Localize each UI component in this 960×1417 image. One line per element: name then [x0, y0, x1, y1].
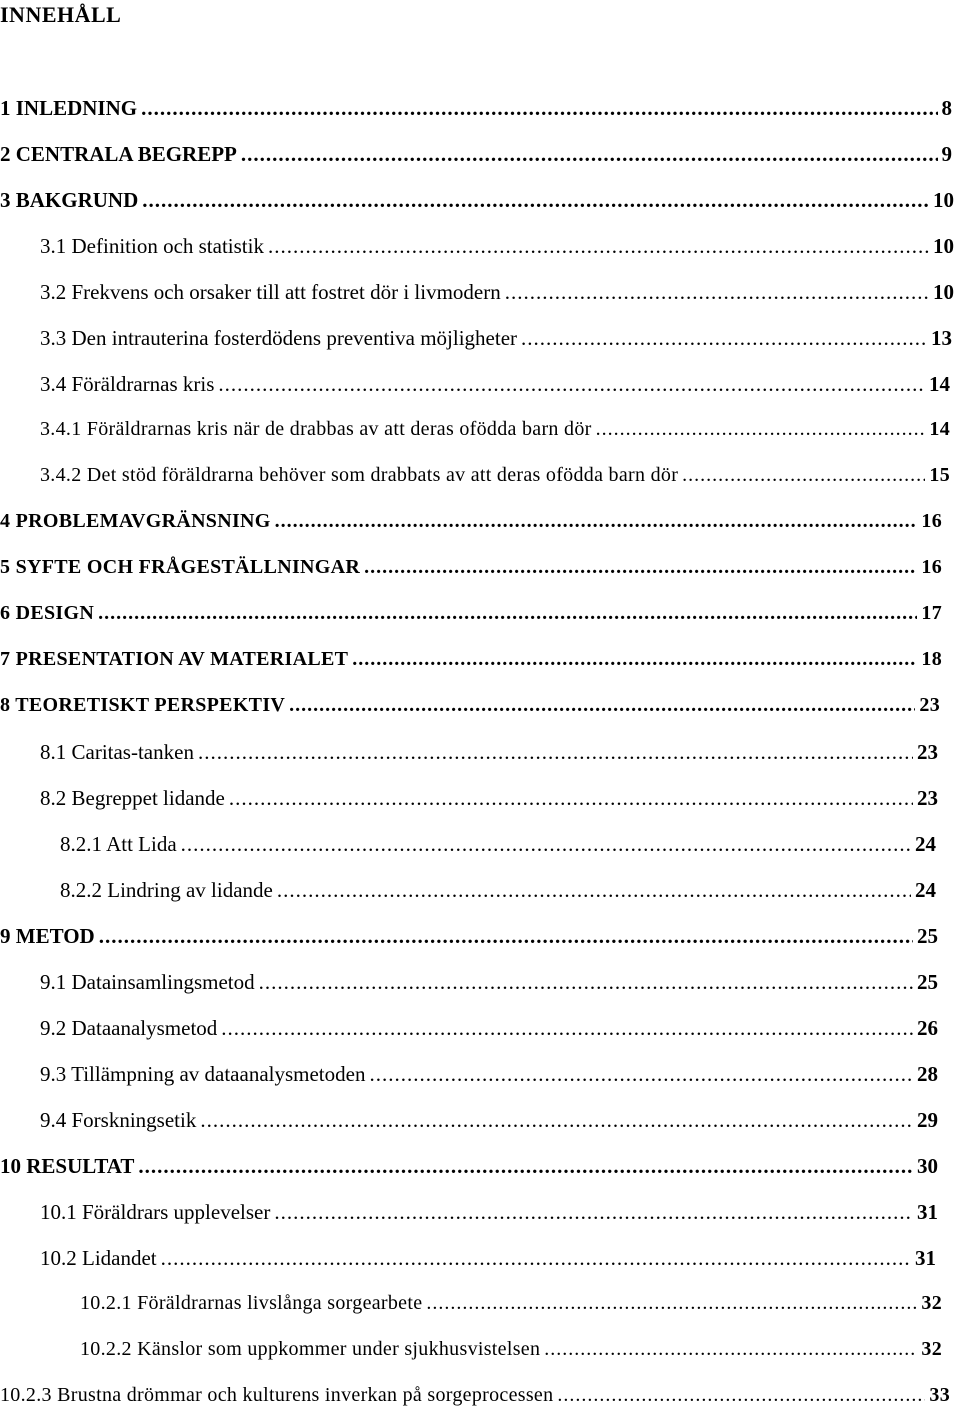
toc-page-number: 24 [915, 832, 936, 856]
toc-dot-leader [181, 832, 911, 857]
toc-page-number: 31 [917, 1200, 938, 1224]
toc-dot-leader [364, 556, 917, 579]
toc-entry-title: 9.3 Tillämpning av dataanalysmetoden [40, 1062, 366, 1086]
toc-entry-title: 3.2 Frekvens och orsaker till att fostret dör i livmodern [40, 280, 501, 304]
toc-entry-title: 8 TEORETISKT PERSPEKTIV [0, 694, 286, 716]
toc-dot-leader [198, 740, 913, 765]
toc-entry-title: 8.2.2 Lindring av lidande [60, 878, 273, 902]
toc-entry-9-1[interactable] [40, 970, 938, 1000]
toc-page-number: 28 [917, 1062, 938, 1086]
toc-page-number: 18 [921, 648, 942, 670]
toc-entry-title: 7 PRESENTATION AV MATERIALET [0, 648, 349, 670]
toc-dot-leader [241, 142, 938, 167]
toc-page-number: 32 [921, 1292, 942, 1314]
toc-entry-8[interactable] [0, 694, 940, 724]
toc-dot-leader [544, 1338, 917, 1361]
toc-entry-10-2-3[interactable] [0, 1384, 950, 1414]
toc-entry-10-2-2[interactable] [80, 1338, 942, 1368]
toc-entry-10[interactable] [0, 1154, 938, 1184]
toc-page-number: 23 [917, 740, 938, 764]
toc-dot-leader [521, 326, 927, 351]
toc-page-number: 8 [941, 96, 952, 120]
toc-entry-3[interactable] [0, 188, 954, 218]
toc-page-number: 14 [929, 372, 950, 396]
toc-entry-8-2[interactable] [40, 786, 938, 816]
toc-entry-title: 8.1 Caritas-tanken [40, 740, 194, 764]
toc-entry-title: 3 BAKGRUND [0, 188, 139, 212]
toc-page-number: 10 [933, 280, 954, 304]
page-title: INNEHÅLL [0, 2, 122, 27]
toc-dot-leader [557, 1384, 925, 1407]
toc-entry-title: 5 SYFTE OCH FRÅGESTÄLLNINGAR [0, 556, 361, 578]
toc-entry-3-4-1[interactable] [40, 418, 950, 448]
toc-entry-10-2[interactable] [40, 1246, 936, 1276]
toc-dot-leader [141, 96, 937, 121]
toc-dot-leader [161, 1246, 911, 1271]
toc-entry-4[interactable] [0, 510, 942, 540]
toc-entry-title: 3.4 Föräldrarnas kris [40, 372, 215, 396]
toc-entry-title: 10 RESULTAT [0, 1154, 135, 1178]
toc-entry-3-4[interactable] [40, 372, 950, 402]
toc-entry-title: 3.1 Definition och statistik [40, 234, 264, 258]
toc-entry-10-2-1[interactable] [80, 1292, 942, 1322]
toc-page-number: 15 [929, 464, 950, 486]
toc-entry-title: 6 DESIGN [0, 602, 95, 624]
toc-dot-leader [274, 1200, 913, 1225]
toc-entry-title: 3.4.2 Det stöd föräldrarna behöver som drabbats av att deras ofödda barn dör [40, 464, 679, 486]
toc-dot-leader [275, 510, 918, 533]
toc-dot-leader [259, 970, 913, 995]
toc-page-number: 9 [941, 142, 952, 166]
toc-entry-9-4[interactable] [40, 1108, 938, 1138]
toc-dot-leader [682, 464, 925, 487]
toc-page-number: 23 [917, 786, 938, 810]
toc-page-number: 16 [921, 556, 942, 578]
toc-entry-8-1[interactable] [40, 740, 938, 770]
toc-entry-5[interactable] [0, 556, 942, 586]
toc-entry-title: 10.2.2 Känslor som uppkommer under sjukhusvistelsen [80, 1338, 541, 1360]
toc-page-number: 24 [915, 878, 936, 902]
toc-entry-title: 9.4 Forskningsetik [40, 1108, 197, 1132]
toc-entry-3-3[interactable] [40, 326, 952, 356]
toc-entry-title: 1 INLEDNING [0, 96, 138, 120]
toc-page-number: 30 [917, 1154, 938, 1178]
toc-entry-title: 9.2 Dataanalysmetod [40, 1016, 218, 1040]
toc-entry-title: 4 PROBLEMAVGRÄNSNING [0, 510, 271, 532]
toc-entry-title: 3.4.1 Föräldrarnas kris när de drabbas av att deras ofödda barn dör [40, 418, 592, 440]
toc-page-number: 29 [917, 1108, 938, 1132]
toc-dot-leader [229, 786, 913, 811]
toc-page-number: 10 [933, 234, 954, 258]
toc-entry-3-1[interactable] [40, 234, 954, 264]
toc-entry-title: 8.2 Begreppet lidande [40, 786, 225, 810]
toc-entry-6[interactable] [0, 602, 942, 632]
toc-page-number: 25 [917, 970, 938, 994]
toc-entry-9-3[interactable] [40, 1062, 938, 1092]
toc-entry-1[interactable] [0, 96, 952, 126]
toc-dot-leader [277, 878, 911, 903]
toc-entry-title: 8.2.1 Att Lida [60, 832, 177, 856]
toc-dot-leader [352, 648, 917, 671]
toc-dot-leader [221, 1016, 913, 1041]
toc-dot-leader [426, 1292, 917, 1315]
toc-entry-9[interactable] [0, 924, 938, 954]
toc-dot-leader [200, 1108, 913, 1133]
toc-page-number: 31 [915, 1246, 936, 1270]
toc-page-number: 16 [921, 510, 942, 532]
toc-dot-leader [218, 372, 925, 397]
toc-entry-8-2-2[interactable] [60, 878, 936, 908]
toc-dot-leader [289, 694, 915, 717]
toc-page-number: 33 [929, 1384, 950, 1406]
toc-dot-leader [138, 1154, 913, 1179]
toc-dot-leader [268, 234, 929, 259]
toc-entry-3-4-2[interactable] [40, 464, 950, 494]
toc-page-number: 13 [931, 326, 952, 350]
toc-page-number: 23 [919, 694, 940, 716]
toc-entry-8-2-1[interactable] [60, 832, 936, 862]
toc-dot-leader [596, 418, 926, 441]
toc-entry-10-1[interactable] [40, 1200, 938, 1230]
toc-page-number: 10 [933, 188, 954, 212]
toc-entry-title: 10.2 Lidandet [40, 1246, 157, 1270]
toc-dot-leader [505, 280, 929, 305]
toc-entry-title: 10.1 Föräldrars upplevelser [40, 1200, 271, 1224]
toc-dot-leader [369, 1062, 913, 1087]
toc-entry-title: 9.1 Datainsamlingsmetod [40, 970, 255, 994]
toc-page-number: 25 [917, 924, 938, 948]
toc-entry-title: 2 CENTRALA BEGREPP [0, 142, 237, 166]
toc-page-number: 26 [917, 1016, 938, 1040]
toc-entry-2[interactable] [0, 142, 952, 172]
toc-page-number: 32 [921, 1338, 942, 1360]
toc-entry-7[interactable] [0, 648, 942, 678]
toc-page-number: 17 [921, 602, 942, 624]
toc-entry-title: 10.2.3 Brustna drömmar och kulturens inverkan på sorgeprocessen [0, 1384, 554, 1406]
toc-dot-leader [98, 602, 917, 625]
toc-entry-title: 9 METOD [0, 924, 95, 948]
toc-entry-title: 10.2.1 Föräldrarnas livslånga sorgearbete [80, 1292, 423, 1314]
toc-entry-title: 3.3 Den intrauterina fosterdödens preventiva möjligheter [40, 326, 518, 350]
toc-entry-9-2[interactable] [40, 1016, 938, 1046]
toc-dot-leader [142, 188, 929, 213]
toc-dot-leader [99, 924, 913, 949]
toc-page-number: 14 [929, 418, 950, 440]
toc-entry-3-2[interactable] [40, 280, 954, 310]
